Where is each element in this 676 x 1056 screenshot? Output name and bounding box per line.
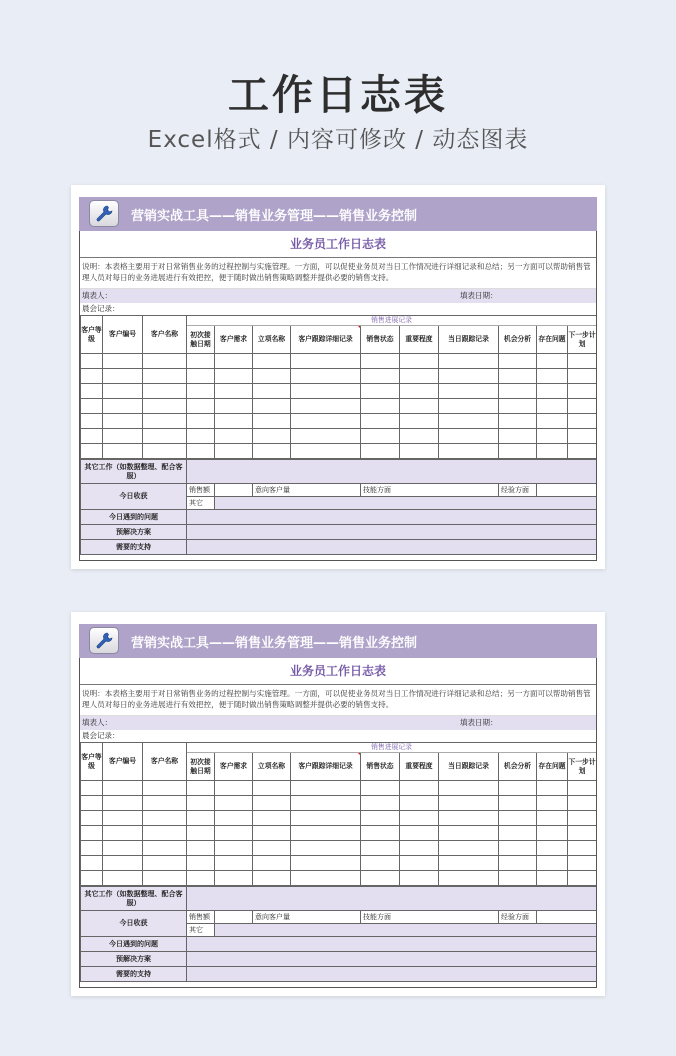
table-cell[interactable] <box>143 429 187 444</box>
table-cell[interactable] <box>537 429 568 444</box>
table-cell[interactable] <box>81 354 103 369</box>
table-cell[interactable] <box>143 384 187 399</box>
table-cell[interactable] <box>143 856 187 871</box>
table-cell[interactable] <box>143 811 187 826</box>
problems-cell[interactable] <box>187 510 597 525</box>
table-cell[interactable] <box>215 841 253 856</box>
table-cell[interactable] <box>143 871 187 886</box>
col-header: 客户等级 <box>81 743 103 781</box>
table-cell[interactable] <box>187 369 215 384</box>
table-cell[interactable] <box>499 856 537 871</box>
table-row <box>81 429 597 444</box>
table-cell[interactable] <box>537 399 568 414</box>
table-cell[interactable] <box>537 856 568 871</box>
table-cell[interactable] <box>215 871 253 886</box>
solution-label: 预解决方案 <box>81 952 187 967</box>
table-cell[interactable] <box>215 796 253 811</box>
table-cell[interactable] <box>187 399 215 414</box>
col-header: 机会分析 <box>499 326 537 354</box>
support-cell[interactable] <box>187 540 597 555</box>
table-cell[interactable] <box>537 841 568 856</box>
table-cell[interactable] <box>361 354 400 369</box>
table-cell[interactable] <box>291 856 361 871</box>
table-cell[interactable] <box>568 856 597 871</box>
table-cell[interactable] <box>215 354 253 369</box>
table-cell[interactable] <box>253 384 291 399</box>
table-cell[interactable] <box>103 369 143 384</box>
table-cell[interactable] <box>215 856 253 871</box>
table-cell[interactable] <box>143 796 187 811</box>
table-cell[interactable] <box>439 826 499 841</box>
table-cell[interactable] <box>499 399 537 414</box>
fill-date-label: 填表日期： <box>460 291 498 300</box>
table-cell[interactable] <box>253 871 291 886</box>
table-cell[interactable] <box>253 354 291 369</box>
table-cell[interactable] <box>291 384 361 399</box>
filler-label: 填表人： <box>82 291 112 300</box>
table-cell[interactable] <box>253 796 291 811</box>
table-cell[interactable] <box>103 354 143 369</box>
table-cell[interactable] <box>103 871 143 886</box>
col-header: 初次接触日期 <box>187 753 215 781</box>
table-cell[interactable] <box>439 369 499 384</box>
log-title: 业务员工作日志表 <box>80 231 596 258</box>
table-cell[interactable] <box>361 384 400 399</box>
table-cell[interactable] <box>81 871 103 886</box>
col-header: 销售状态 <box>361 753 400 781</box>
col-header: 客户编号 <box>103 743 143 781</box>
other-cell[interactable] <box>215 924 597 937</box>
col-header: 客户跟踪详细记录 <box>291 326 361 354</box>
table-cell[interactable] <box>361 796 400 811</box>
table-cell[interactable] <box>439 856 499 871</box>
table-cell[interactable] <box>499 429 537 444</box>
table-cell[interactable] <box>499 354 537 369</box>
filler-label: 填表人： <box>82 718 112 727</box>
table-cell[interactable] <box>400 369 439 384</box>
description-note: 说明：本表格主要用于对日常销售业务的过程控制与实施管理。一方面，可以促使业务员对当日工作情况进行详细记录和总结；另一方面可以帮助销售管理人员对每日的业务进展进行有效把控，便于随时做出销售策略调整并提供必要的销售支持。 <box>82 262 591 282</box>
other-label: 其它 <box>187 497 215 510</box>
table-cell[interactable] <box>143 399 187 414</box>
table-cell[interactable] <box>215 414 253 429</box>
table-cell[interactable] <box>568 369 597 384</box>
table-cell[interactable] <box>81 856 103 871</box>
table-cell[interactable] <box>400 841 439 856</box>
sheet-banner <box>79 624 597 658</box>
table-cell[interactable] <box>499 384 537 399</box>
skill-label: 技能方面 <box>361 911 499 924</box>
table-cell[interactable] <box>568 811 597 826</box>
table-cell[interactable] <box>187 384 215 399</box>
other-work-cell[interactable] <box>187 460 597 484</box>
solution-cell[interactable] <box>187 525 597 540</box>
problems-label: 今日遇到的问题 <box>81 937 187 952</box>
table-cell[interactable] <box>291 354 361 369</box>
table-cell[interactable] <box>439 796 499 811</box>
col-header: 客户名称 <box>143 743 187 781</box>
table-cell[interactable] <box>291 414 361 429</box>
sales-cell[interactable] <box>215 911 253 924</box>
table-cell[interactable] <box>400 856 439 871</box>
table-cell[interactable] <box>439 429 499 444</box>
today-gain-label: 今日收获 <box>81 911 187 937</box>
page-title: 工作日志表 <box>228 71 448 119</box>
col-header: 机会分析 <box>499 753 537 781</box>
table-cell[interactable] <box>291 811 361 826</box>
intent-label: 意向客户量 <box>253 484 361 497</box>
table-cell[interactable] <box>187 444 215 459</box>
other-cell[interactable] <box>215 497 597 510</box>
table-cell[interactable] <box>103 384 143 399</box>
table-cell[interactable] <box>81 429 103 444</box>
table-cell[interactable] <box>537 444 568 459</box>
table-cell[interactable] <box>568 444 597 459</box>
col-header: 当日跟踪记录 <box>439 326 499 354</box>
filler-row <box>80 715 596 730</box>
table-cell[interactable] <box>568 871 597 886</box>
table-cell[interactable] <box>291 399 361 414</box>
table-cell[interactable] <box>361 369 400 384</box>
table-cell[interactable] <box>253 856 291 871</box>
worklog-sheet <box>71 612 605 996</box>
table-cell[interactable] <box>187 856 215 871</box>
banner-title: 营销实战工具——销售业务管理——销售业务控制 <box>131 636 418 651</box>
table-cell[interactable] <box>143 369 187 384</box>
table-cell[interactable] <box>291 826 361 841</box>
table-cell[interactable] <box>187 826 215 841</box>
other-label: 其它 <box>187 924 215 937</box>
other-work-cell[interactable] <box>187 887 597 911</box>
table-cell[interactable] <box>143 444 187 459</box>
table-cell[interactable] <box>361 781 400 796</box>
table-cell[interactable] <box>361 856 400 871</box>
log-grid <box>79 231 597 561</box>
table-cell[interactable] <box>103 399 143 414</box>
table-cell[interactable] <box>568 841 597 856</box>
table-cell[interactable] <box>291 796 361 811</box>
table-cell[interactable] <box>439 399 499 414</box>
experience-label: 经验方面 <box>499 484 537 497</box>
table-cell[interactable] <box>361 399 400 414</box>
today-gain-label: 今日收获 <box>81 484 187 510</box>
table-cell[interactable] <box>103 414 143 429</box>
table-cell[interactable] <box>400 871 439 886</box>
col-header: 立项名称 <box>253 326 291 354</box>
col-header: 客户编号 <box>103 316 143 354</box>
table-cell[interactable] <box>439 384 499 399</box>
table-cell[interactable] <box>499 369 537 384</box>
group-title: 销售进展记录 <box>187 743 597 753</box>
sales-label: 销售额 <box>187 911 215 924</box>
table-row <box>81 856 597 871</box>
table-cell[interactable] <box>439 444 499 459</box>
table-cell[interactable] <box>499 871 537 886</box>
col-header: 当日跟踪记录 <box>439 753 499 781</box>
table-cell[interactable] <box>253 841 291 856</box>
table-cell[interactable] <box>187 414 215 429</box>
table-cell[interactable] <box>103 826 143 841</box>
support-label: 需要的支持 <box>81 540 187 555</box>
table-cell[interactable] <box>103 856 143 871</box>
table-cell[interactable] <box>537 826 568 841</box>
col-header: 客户等级 <box>81 316 103 354</box>
table-cell[interactable] <box>253 399 291 414</box>
support-label: 需要的支持 <box>81 967 187 982</box>
table-cell[interactable] <box>253 429 291 444</box>
table-cell[interactable] <box>187 871 215 886</box>
table-cell[interactable] <box>361 871 400 886</box>
col-header: 下一步计划 <box>568 753 597 781</box>
col-header: 初次接触日期 <box>187 326 215 354</box>
group-title: 销售进展记录 <box>187 316 597 326</box>
table-row <box>81 871 597 886</box>
table-cell[interactable] <box>400 811 439 826</box>
table-cell[interactable] <box>400 399 439 414</box>
table-cell[interactable] <box>103 796 143 811</box>
table-cell[interactable] <box>291 369 361 384</box>
table-cell[interactable] <box>568 781 597 796</box>
table-cell[interactable] <box>215 399 253 414</box>
table-cell[interactable] <box>499 444 537 459</box>
summary-table <box>80 886 597 982</box>
meeting-label: 晨会记录： <box>82 731 120 740</box>
table-cell[interactable] <box>361 841 400 856</box>
table-cell[interactable] <box>253 369 291 384</box>
table-cell[interactable] <box>537 354 568 369</box>
table-row <box>81 841 597 856</box>
table-cell[interactable] <box>103 429 143 444</box>
table-cell[interactable] <box>400 826 439 841</box>
table-cell[interactable] <box>361 444 400 459</box>
col-header: 下一步计划 <box>568 326 597 354</box>
table-cell[interactable] <box>499 414 537 429</box>
wrench-icon <box>89 627 119 654</box>
table-cell[interactable] <box>81 826 103 841</box>
table-cell[interactable] <box>103 811 143 826</box>
table-cell[interactable] <box>499 781 537 796</box>
log-table <box>80 315 597 459</box>
sheet-banner <box>79 197 597 231</box>
log-grid <box>79 658 597 988</box>
table-cell[interactable] <box>103 781 143 796</box>
table-cell[interactable] <box>499 796 537 811</box>
sales-label: 销售额 <box>187 484 215 497</box>
table-row <box>81 826 597 841</box>
log-table <box>80 742 597 886</box>
col-header: 客户跟踪详细记录 <box>291 753 361 781</box>
experience-cell[interactable] <box>537 911 597 924</box>
table-cell[interactable] <box>143 781 187 796</box>
table-cell[interactable] <box>400 354 439 369</box>
table-cell[interactable] <box>103 841 143 856</box>
table-cell[interactable] <box>537 369 568 384</box>
table-row <box>81 796 597 811</box>
problems-cell[interactable] <box>187 937 597 952</box>
table-row <box>81 354 597 369</box>
table-cell[interactable] <box>291 781 361 796</box>
experience-cell[interactable] <box>537 484 597 497</box>
table-row <box>81 369 597 384</box>
problems-label: 今日遇到的问题 <box>81 510 187 525</box>
table-cell[interactable] <box>253 811 291 826</box>
fill-date-label: 填表日期： <box>460 718 498 727</box>
filler-row <box>80 288 596 303</box>
table-cell[interactable] <box>537 384 568 399</box>
table-cell[interactable] <box>81 841 103 856</box>
table-cell[interactable] <box>81 399 103 414</box>
table-cell[interactable] <box>537 796 568 811</box>
table-cell[interactable] <box>568 399 597 414</box>
table-cell[interactable] <box>253 414 291 429</box>
col-header: 客户需求 <box>215 326 253 354</box>
table-cell[interactable] <box>361 826 400 841</box>
table-cell[interactable] <box>537 871 568 886</box>
table-cell[interactable] <box>215 369 253 384</box>
table-cell[interactable] <box>400 796 439 811</box>
col-header: 客户名称 <box>143 316 187 354</box>
table-cell[interactable] <box>215 429 253 444</box>
col-header: 重要程度 <box>400 753 439 781</box>
table-cell[interactable] <box>187 429 215 444</box>
worklog-sheet <box>71 185 605 569</box>
table-cell[interactable] <box>568 796 597 811</box>
table-cell[interactable] <box>400 429 439 444</box>
table-row <box>81 781 597 796</box>
col-header: 客户需求 <box>215 753 253 781</box>
table-cell[interactable] <box>143 354 187 369</box>
description-note: 说明：本表格主要用于对日常销售业务的过程控制与实施管理。一方面，可以促使业务员对当日工作情况进行详细记录和总结；另一方面可以帮助销售管理人员对每日的业务进展进行有效把控，便于随时做出销售策略调整并提供必要的销售支持。 <box>82 689 591 709</box>
table-cell[interactable] <box>291 871 361 886</box>
table-cell[interactable] <box>537 781 568 796</box>
table-cell[interactable] <box>253 781 291 796</box>
table-cell[interactable] <box>253 444 291 459</box>
summary-table <box>80 459 597 555</box>
intent-label: 意向客户量 <box>253 911 361 924</box>
table-cell[interactable] <box>499 841 537 856</box>
table-cell[interactable] <box>568 429 597 444</box>
table-cell[interactable] <box>568 414 597 429</box>
other-work-label: 其它工作（如数据整理、配合客服） <box>81 460 187 484</box>
table-cell[interactable] <box>568 354 597 369</box>
table-cell[interactable] <box>439 414 499 429</box>
table-cell[interactable] <box>499 811 537 826</box>
table-cell[interactable] <box>187 796 215 811</box>
solution-label: 预解决方案 <box>81 525 187 540</box>
other-work-label: 其它工作（如数据整理、配合客服） <box>81 887 187 911</box>
table-row <box>81 444 597 459</box>
col-header: 存在问题 <box>537 326 568 354</box>
table-cell[interactable] <box>291 444 361 459</box>
table-cell[interactable] <box>215 444 253 459</box>
support-cell[interactable] <box>187 967 597 982</box>
table-cell[interactable] <box>400 781 439 796</box>
table-row <box>81 811 597 826</box>
table-cell[interactable] <box>400 384 439 399</box>
log-title: 业务员工作日志表 <box>80 658 596 685</box>
table-cell[interactable] <box>187 811 215 826</box>
table-row <box>81 384 597 399</box>
table-cell[interactable] <box>143 841 187 856</box>
table-cell[interactable] <box>361 414 400 429</box>
table-cell[interactable] <box>537 414 568 429</box>
table-cell[interactable] <box>215 384 253 399</box>
solution-cell[interactable] <box>187 952 597 967</box>
table-cell[interactable] <box>400 444 439 459</box>
table-cell[interactable] <box>81 384 103 399</box>
table-cell[interactable] <box>143 826 187 841</box>
col-header: 存在问题 <box>537 753 568 781</box>
table-cell[interactable] <box>568 826 597 841</box>
table-cell[interactable] <box>361 429 400 444</box>
table-cell[interactable] <box>81 781 103 796</box>
col-header: 重要程度 <box>400 326 439 354</box>
banner-title: 营销实战工具——销售业务管理——销售业务控制 <box>131 209 418 224</box>
table-cell[interactable] <box>187 781 215 796</box>
table-cell[interactable] <box>291 429 361 444</box>
table-cell[interactable] <box>400 414 439 429</box>
page-subtitle: Excel格式 / 内容可修改 / 动态图表 <box>147 127 529 153</box>
col-header: 销售状态 <box>361 326 400 354</box>
table-cell[interactable] <box>439 811 499 826</box>
table-cell[interactable] <box>81 444 103 459</box>
skill-label: 技能方面 <box>361 484 499 497</box>
table-cell[interactable] <box>143 414 187 429</box>
table-cell[interactable] <box>215 826 253 841</box>
table-cell[interactable] <box>568 384 597 399</box>
table-cell[interactable] <box>439 841 499 856</box>
col-header: 立项名称 <box>253 753 291 781</box>
table-cell[interactable] <box>187 354 215 369</box>
table-cell[interactable] <box>439 781 499 796</box>
wrench-icon <box>89 200 119 227</box>
experience-label: 经验方面 <box>499 911 537 924</box>
table-cell[interactable] <box>81 369 103 384</box>
table-cell[interactable] <box>253 826 291 841</box>
table-cell[interactable] <box>215 781 253 796</box>
table-row <box>81 414 597 429</box>
table-cell[interactable] <box>187 841 215 856</box>
table-cell[interactable] <box>361 811 400 826</box>
table-cell[interactable] <box>439 354 499 369</box>
meeting-label: 晨会记录： <box>82 304 120 313</box>
table-cell[interactable] <box>499 826 537 841</box>
table-cell[interactable] <box>81 796 103 811</box>
table-cell[interactable] <box>81 414 103 429</box>
table-cell[interactable] <box>103 444 143 459</box>
table-cell[interactable] <box>81 811 103 826</box>
table-row <box>81 399 597 414</box>
table-cell[interactable] <box>439 871 499 886</box>
sales-cell[interactable] <box>215 484 253 497</box>
table-cell[interactable] <box>291 841 361 856</box>
table-cell[interactable] <box>215 811 253 826</box>
table-cell[interactable] <box>537 811 568 826</box>
